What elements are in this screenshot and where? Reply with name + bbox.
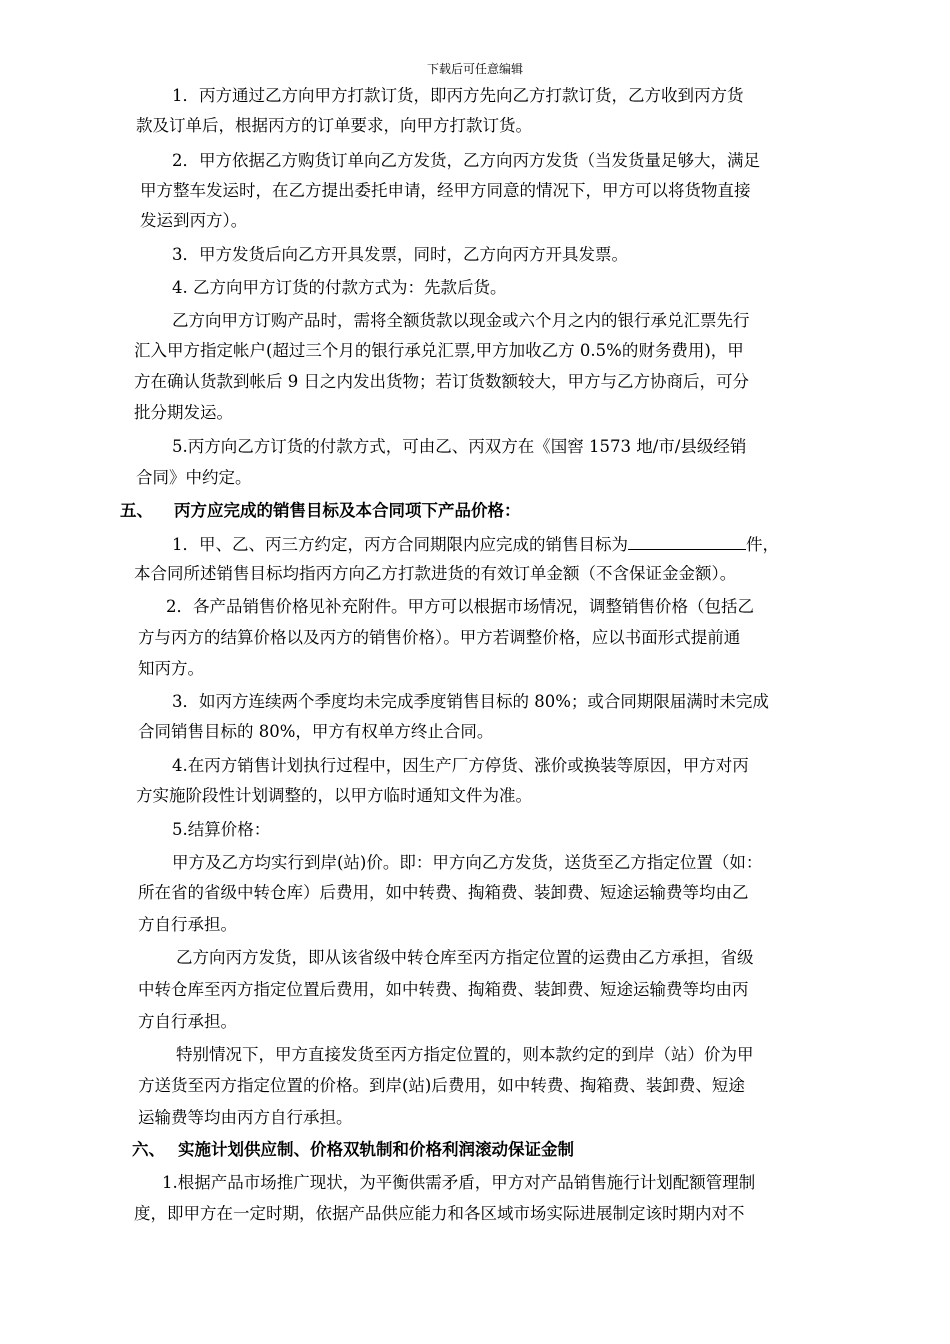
paragraph-line: 发运到丙方）。 <box>140 211 248 230</box>
section-heading: 实施计划供应制、价格双轨制和价格利润滚动保证金制 <box>178 1140 574 1159</box>
paragraph-line: 4.在丙方销售计划执行过程中，因生产厂方停货、涨价或换装等原因，甲方对丙 <box>172 756 749 775</box>
paragraph-line: 汇入甲方指定帐户(超过三个月的银行承兑汇票,甲方加收乙方 0.5%的财务费用)，甲 <box>134 341 744 360</box>
paragraph-line: 5.丙方向乙方订货的付款方式，可由乙、丙双方在《国窖 1573 地/市/县级经销 <box>172 437 747 456</box>
paragraph-line <box>172 533 779 555</box>
paragraph-line: 方自行承担。 <box>138 915 237 934</box>
paragraph-line: 方实施阶段性计划调整的，以甲方临时通知文件为准。 <box>136 786 532 805</box>
paragraph-line: 所在省的省级中转仓库）后费用，如中转费、掏箱费、装卸费、短途运输费等均由乙 <box>138 883 749 902</box>
paragraph-line: 2．各产品销售价格见补充附件。甲方可以根据市场情况，调整销售价格（包括乙 <box>166 597 754 616</box>
paragraph-line: 特别情况下，甲方直接发货至丙方指定位置的，则本款约定的到岸（站）价为甲 <box>176 1045 754 1064</box>
paragraph-line: 4. 乙方向甲方订货的付款方式为：先款后货。 <box>172 278 507 297</box>
paragraph-line: 方送货至丙方指定位置的价格。到岸(站)后费用，如中转费、掏箱费、装卸费、短途 <box>138 1076 745 1095</box>
paragraph-line: 合同销售目标的 80%，甲方有权单方终止合同。 <box>138 722 494 741</box>
page-header: 下载后可任意编辑 <box>426 62 523 76</box>
section-number: 六、 <box>132 1140 165 1159</box>
paragraph-line: 中转仓库至丙方指定位置后费用，如中转费、掏箱费、装卸费、短途运输费等均由丙 <box>138 980 749 999</box>
section-number: 五、 <box>120 501 153 520</box>
paragraph-line: 运输费等均由丙方自行承担。 <box>138 1108 353 1127</box>
target-unit: 件， <box>746 535 779 554</box>
paragraph-line: 1．丙方通过乙方向甲方打款订货，即丙方先向乙方打款订货，乙方收到丙方货 <box>172 86 744 105</box>
paragraph-line: 乙方向甲方订购产品时，需将全额货款以现金或六个月之内的银行承兑汇票先行 <box>172 311 750 330</box>
paragraph-line: 5.结算价格： <box>172 820 271 839</box>
target-sentence: 1．甲、乙、丙三方约定，丙方合同期限内应完成的销售目标为 <box>172 535 628 554</box>
section-heading: 丙方应完成的销售目标及本合同项下产品价格： <box>174 501 521 520</box>
paragraph-line: 乙方向丙方发货，即从该省级中转仓库至丙方指定位置的运费由乙方承担，省级 <box>176 948 754 967</box>
paragraph-line: 甲方及乙方均实行到岸(站)价。即：甲方向乙方发货，送货至乙方指定位置（如： <box>172 853 763 872</box>
paragraph-line: 1.根据产品市场推广现状，为平衡供需矛盾，甲方对产品销售施行计划配额管理制 <box>162 1173 756 1192</box>
paragraph-line: 合同》中约定。 <box>136 468 252 487</box>
paragraph-line: 知丙方。 <box>138 659 204 678</box>
paragraph-line: 3．甲方发货后向乙方开具发票，同时，乙方向丙方开具发票。 <box>172 245 628 264</box>
paragraph-line: 方自行承担。 <box>138 1012 237 1031</box>
paragraph-line: 2．甲方依据乙方购货订单向乙方发货，乙方向丙方发货（当发货量足够大，满足 <box>172 151 760 170</box>
paragraph-line: 批分期发运。 <box>134 403 233 422</box>
paragraph-line: 本合同所述销售目标均指丙方向乙方打款进货的有效订单金额（不含保证金金额）。 <box>134 564 737 583</box>
paragraph-line: 3．如丙方连续两个季度均未完成季度销售目标的 80%；或合同期限届满时未完成 <box>172 692 769 711</box>
paragraph-line: 方与丙方的结算价格以及丙方的销售价格）。甲方若调整价格，应以书面形式提前通 <box>138 628 741 647</box>
paragraph-line: 度，即甲方在一定时期，依据产品供应能力和各区域市场实际进展制定该时期内对不 <box>134 1204 745 1223</box>
sales-target-blank <box>628 533 746 550</box>
paragraph-line: 方在确认货款到帐后 9 日之内发出货物；若订货数额较大，甲方与乙方协商后，可分 <box>134 372 749 391</box>
paragraph-line: 甲方整车发运时，在乙方提出委托申请，经甲方同意的情况下，甲方可以将货物直接 <box>140 181 751 200</box>
paragraph-line: 款及订单后，根据丙方的订单要求，向甲方打款订货。 <box>136 116 532 135</box>
